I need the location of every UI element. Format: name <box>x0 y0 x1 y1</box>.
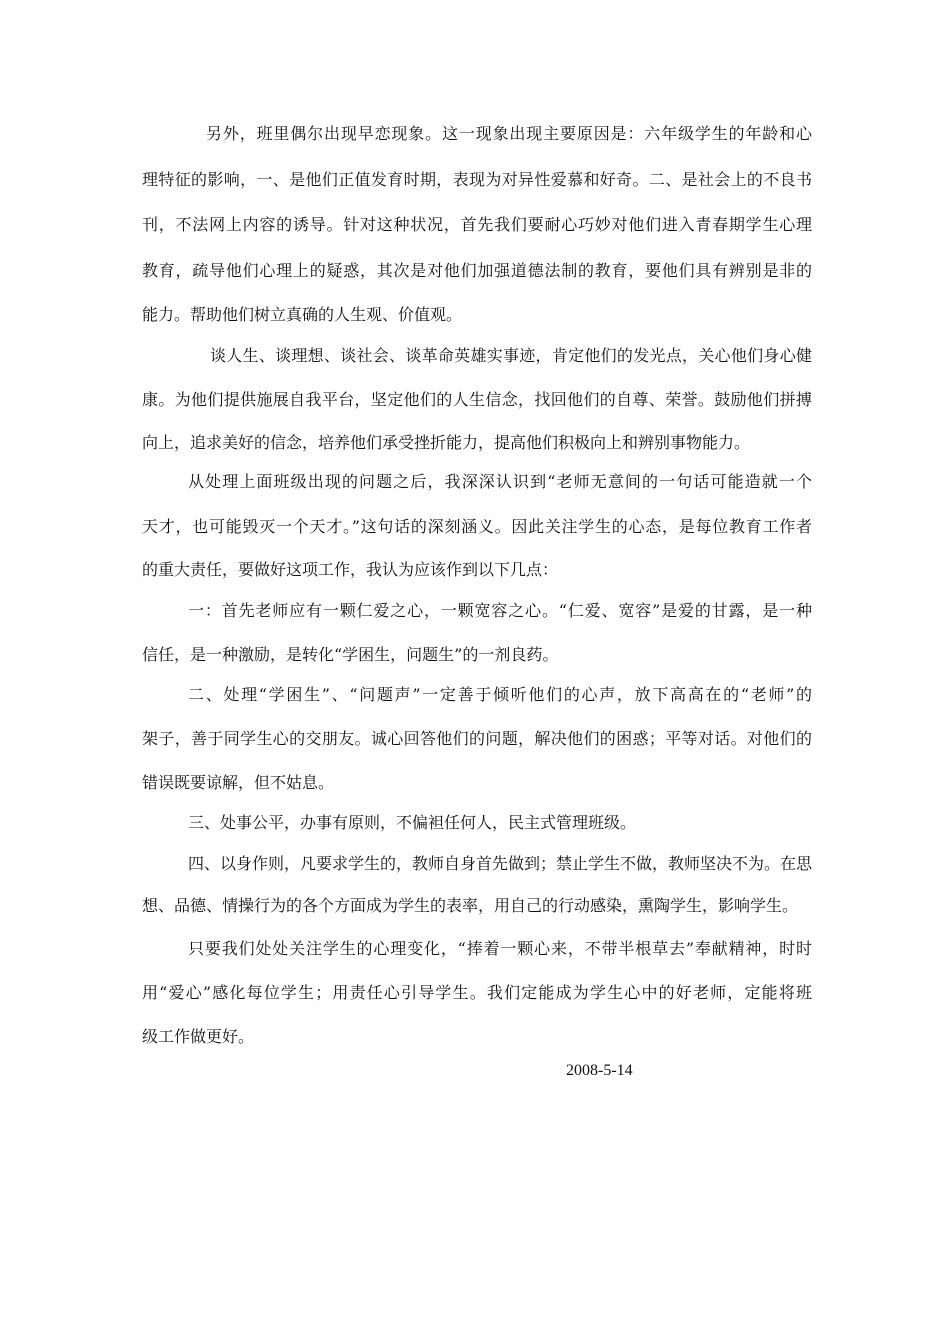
text-line: 级工作做更好。 <box>142 1027 255 1046</box>
text-line: 想、品德、情操行为的各个方面成为学生的表率，用自己的行动感染，熏陶学生，影响学生。 <box>142 896 799 915</box>
text-line: 用“爱心”感化每位学生；用责任心引导学生。我们定能成为学生心中的好老师，定能将班 <box>142 983 812 1002</box>
text-line: 教育，疏导他们心理上的疑惑，其次是对他们加强道德法制的教育，要他们具有辨别是非的 <box>142 261 812 280</box>
text-line: 能力。帮助他们树立真确的人生观、价值观。 <box>142 305 463 324</box>
text-line: 的重大责任，要做好这项工作，我认为应该作到以下几点： <box>142 560 559 579</box>
text-line: 天才，也可能毁灭一个天才。”这句话的深刻涵义。因此关注学生的心态，是每位教育工作者 <box>142 517 812 536</box>
text-line: 康。为他们提供施展自我平台，坚定他们的人生信念，找回他们的自尊、荣誉。鼓励他们拼搏 <box>142 390 812 409</box>
text-line: 信任，是一种激励，是转化“学困生，问题生”的一剂良药。 <box>142 645 559 664</box>
text-line: 另外，班里偶尔出现早恋现象。这一现象出现主要原因是：六年级学生的年龄和心 <box>206 124 812 143</box>
text-line: 向上，追求美好的信念，培养他们承受挫折能力，提高他们积极向上和辨别事物能力。 <box>142 433 751 452</box>
text-line: 刊，不法网上内容的诱导。针对这种状况，首先我们要耐心巧妙对他们进入青春期学生心理 <box>142 215 812 234</box>
text-line: 从处理上面班级出现的问题之后，我深深认识到“老师无意间的一句话可能造就一个 <box>188 472 812 491</box>
text-line: 谈人生、谈理想、谈社会、谈革命英雄实事迹，肯定他们的发光点，关心他们身心健 <box>210 346 812 365</box>
text-line: 架子，善于同学生心的交朋友。诚心回答他们的问题，解决他们的困惑；平等对话。对他们的 <box>142 729 812 748</box>
text-line: 四、以身作则，凡要求学生的，教师自身首先做到；禁止学生不做，教师坚决不为。在思 <box>188 854 813 873</box>
text-line: 二、处理“学困生”、“问题声”一定善于倾听他们的心声，放下高高在的“老师”的 <box>188 685 812 704</box>
text-line: 理特征的影响，一、是他们正值发育时期，表现为对异性爱慕和好奇。二、是社会上的不良书 <box>142 170 812 189</box>
text-line: 一：首先老师应有一颗仁爱之心，一颗宽容之心。“仁爱、宽容”是爱的甘露，是一种 <box>188 601 812 620</box>
text-line: 错误既要谅解，但不姑息。 <box>142 773 335 792</box>
text-line: 只要我们处处关注学生的心理变化，“捧着一颗心来，不带半根草去”奉献精神，时时 <box>188 939 812 958</box>
document-date: 2008-5-14 <box>566 1062 633 1079</box>
text-line: 三、处事公平，办事有原则，不偏袒任何人，民主式管理班级。 <box>188 813 637 832</box>
